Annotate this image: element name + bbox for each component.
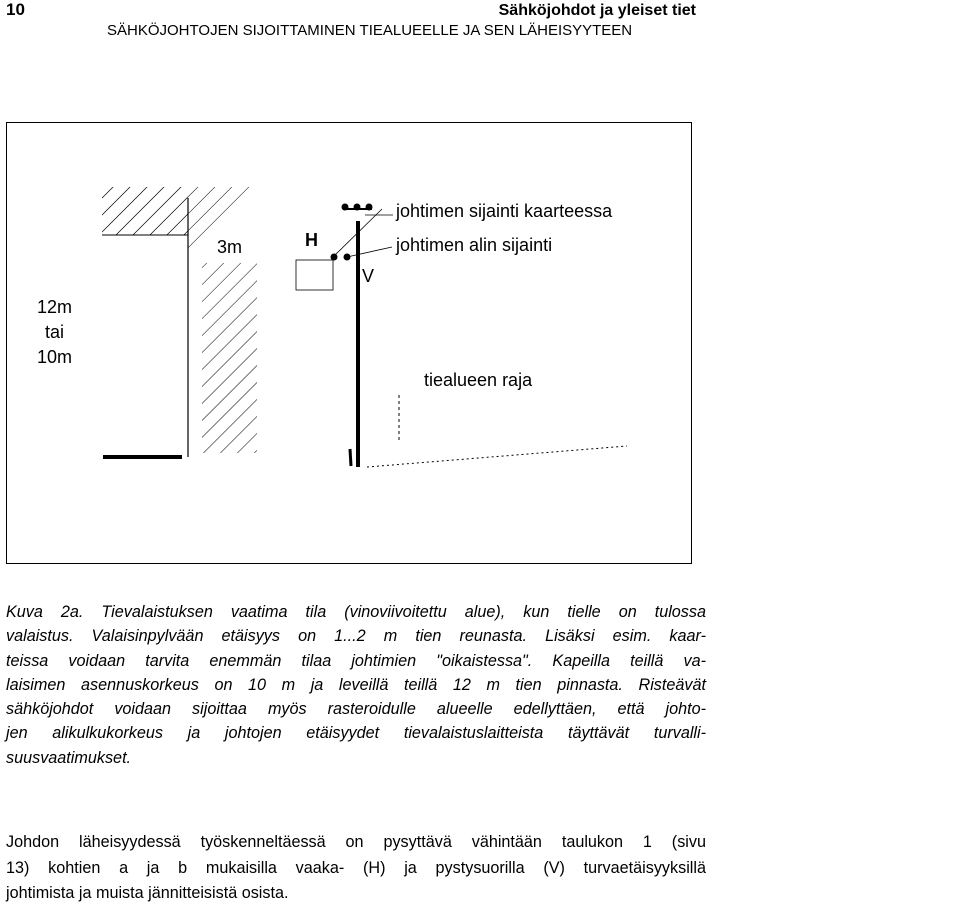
height-label-line: 10m (37, 347, 73, 367)
clearance-diagram (7, 123, 693, 565)
caption-line: Kuva 2a. Tievalaistuksen vaatima tila (vinoviivoitettu alue), kun tielle on tulossa (6, 603, 706, 621)
horizontal-label: H (305, 230, 318, 250)
lowest-conductor-label: johtimen alin sijainti (396, 235, 553, 255)
insulator (342, 204, 349, 211)
chapter-title: SÄHKÖJOHTOJEN SIJOITTAMINEN TIEALUEELLE JA SEN LÄHEISYYTEEN (107, 22, 633, 39)
section-title: Sähköjohdot ja yleiset tiet (498, 2, 696, 19)
height-label (37, 295, 72, 370)
lighting-space-hatch-left (102, 187, 188, 235)
ground-line (367, 446, 627, 467)
width-label: 3m (217, 237, 243, 257)
height-label-line: 12m (37, 297, 73, 317)
leader-line (347, 247, 392, 257)
figure-frame (6, 122, 692, 564)
clearance-box (296, 260, 333, 290)
lighting-space-hatch-column (202, 263, 257, 453)
body-line: Johdon läheisyydessä työskenneltäessä on pysyttävä vähintään taulukon 1 (sivu (6, 833, 706, 851)
figure-caption (6, 600, 706, 770)
road-area-boundary-label: tiealueen raja (424, 370, 533, 390)
height-label-line: tai (45, 322, 65, 342)
body-line: johtimista ja muista jännitteisistä osista. (6, 884, 289, 902)
body-paragraph (6, 830, 706, 907)
insulator (354, 204, 361, 211)
caption-line: sähköjohdot voidaan sijoittaa myös rasteroidulle alueelle edellyttäen, että johto- (6, 700, 706, 719)
lower-conductor (331, 254, 338, 261)
conductor-in-span-label: johtimen sijainti kaarteessa (396, 201, 613, 221)
caption-line: jen alikulkukorkeus ja johtojen etäisyydet tievalaistuslaitteista täyttävät turvalli- (6, 724, 706, 743)
caption-line: suusvaatimukset. (6, 748, 132, 767)
insulator (366, 204, 373, 211)
body-line: 13) kohtien a ja b mukaisilla vaaka- (H) ja pystysuorilla (V) turvaetäisyyksillä (6, 858, 706, 877)
caption-line: laisimen asennuskorkeus on 10 m ja leveillä teillä 12 m tien pinnasta. Risteävät (6, 675, 706, 694)
pole-foot (350, 449, 351, 466)
page-number: 10 (6, 0, 25, 19)
caption-line: teissa voidaan tarvita enemmän tilaa johtimien "oikaistessa". Kapeilla teillä va- (6, 651, 706, 670)
vertical-label: V (362, 266, 375, 286)
caption-line: valaistus. Valaisinpylvään etäisyys on 1...2 m tien reunasta. Lisäksi esim. kaar- (6, 627, 706, 646)
